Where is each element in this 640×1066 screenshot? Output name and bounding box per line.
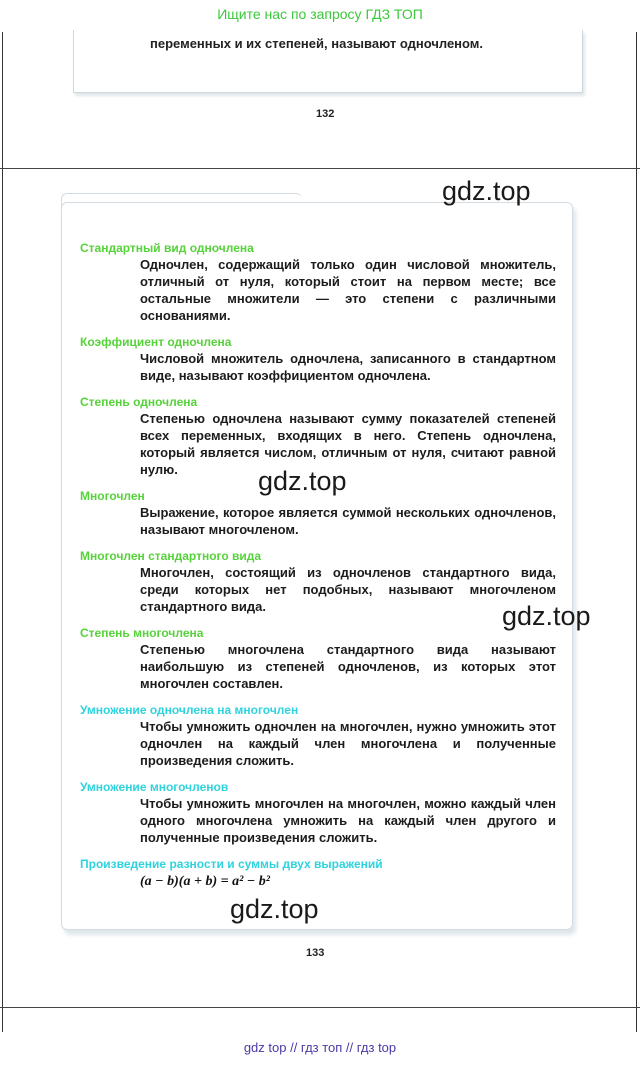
term-heading: Степень многочлена [80,626,204,640]
term-heading: Умножение многочленов [80,780,229,794]
watermark: gdz.top [442,176,531,206]
previous-page-text: переменных и их степеней, называют одночленом. [150,36,484,51]
right-frame-line-mid [636,169,637,1007]
page-number: 133 [306,947,325,959]
term-heading: Степень одночлена [80,395,198,409]
term-heading: Произведение разности и суммы двух выражений [80,857,383,871]
footer-links[interactable]: gdz top // гдз топ // гдз top [243,1040,397,1055]
definitions-list [80,240,556,890]
term-definition: Одночлен, содержащий только один числовой множитель, отличный от нуля, который стоит на первом месте; все остальные множители — это степени с различными основаниями. [140,257,556,323]
term-heading: Умножение одночлена на многочлен [80,703,299,717]
top-banner[interactable]: Ищите нас по запросу ГДЗ ТОП [217,6,423,22]
left-frame-line-bottom [2,1008,3,1032]
left-frame-line-mid [2,169,3,1007]
term-heading: Коэффициент одночлена [80,335,232,349]
page-divider-bottom [0,1007,640,1008]
previous-page-number: 132 [316,108,335,120]
left-frame-line-top [2,32,3,168]
watermark: gdz.top [230,894,319,924]
term-definition: Степенью многочлена стандартного вида называют наибольшую из степеней одночленов, из которых этот многочлен составлен. [140,642,556,691]
watermark: gdz.top [258,466,347,496]
term-definition: Многочлен, состоящий из одночленов стандартного вида, среди которых нет подобных, называют многочленом стандартного вида. [140,565,556,614]
term-heading: Многочлен стандартного вида [80,549,262,563]
term-heading: Многочлен [80,489,145,503]
term-definition: Чтобы умножить многочлен на многочлен, можно каждый член одного многочлена умножить на каждый член другого и полученные произведения сложить. [140,796,556,845]
right-frame-line-top [636,32,637,168]
right-frame-line-bottom [636,1008,637,1032]
term-heading: Стандартный вид одночлена [80,241,254,255]
term-definition: Чтобы умножить одночлен на многочлен, нужно умножить этот одночлен на каждый член многочлена и полученные произведения сложить. [140,719,556,768]
formula: (a − b)(a + b) = a² − b² [140,874,270,889]
term-definition: Числовой множитель одночлена, записанного в стандартном виде, называют коэффициентом одночлена. [140,351,556,383]
watermark: gdz.top [502,601,591,631]
term-definition: Выражение, которое является суммой нескольких одночленов, называют многочленом. [140,505,556,537]
page-divider-top [0,168,640,169]
term-definition: Степенью одночлена называют сумму показателей степеней всех переменных, входящих в него. Степень одночлена, который является числом, отличным от нуля, считают равной нулю. [140,411,556,477]
